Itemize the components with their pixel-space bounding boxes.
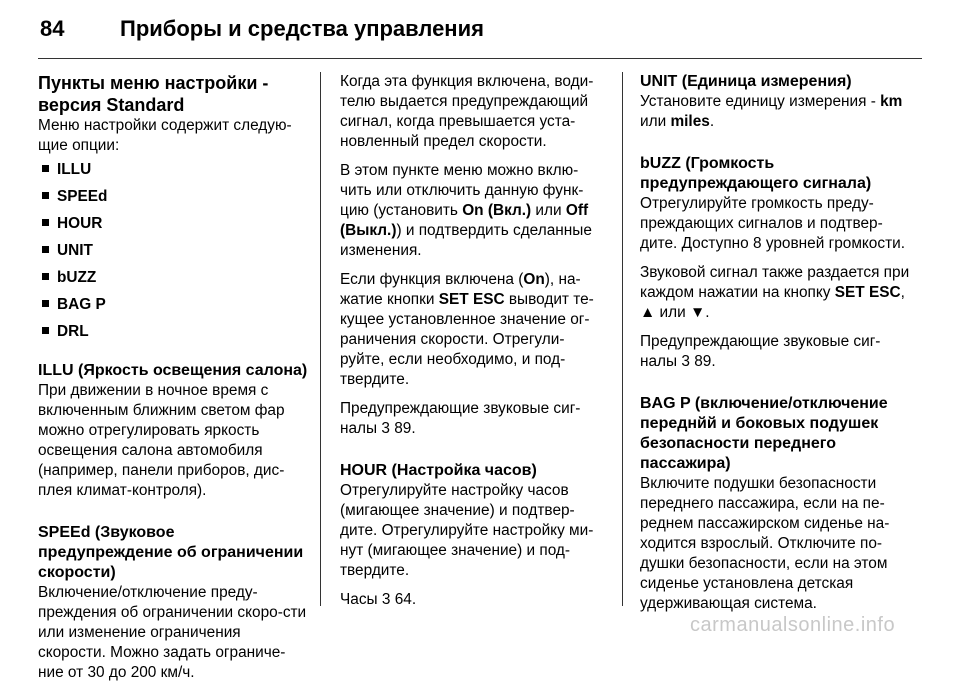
buzz-title: bUZZ (Громкость <box>640 155 775 172</box>
bullet-icon <box>42 273 49 280</box>
column-divider <box>622 72 623 606</box>
list-item: ILLU <box>38 160 308 187</box>
reference-icon: 3 <box>381 591 391 608</box>
paragraph: В этом пункте меню можно вклю-чить или отключить данную функ-цию (установить On (Вкл.) или Off (Выкл.)) и подтвердить сделанные изменения. <box>340 162 592 259</box>
illu-title: ILLU (Яркость освещения салона) <box>38 362 308 379</box>
options-list <box>38 160 308 349</box>
hour-title: HOUR (Настройка часов) <box>340 462 537 479</box>
paragraph: Предупреждающие звуковые сиг-налы 3 89. <box>640 333 881 370</box>
column-divider <box>320 72 321 606</box>
list-item: HOUR <box>38 214 308 241</box>
page-header <box>28 16 932 46</box>
page-title: Приборы и средства управления <box>120 16 484 41</box>
section-title: Пункты меню настройки - <box>38 73 269 93</box>
watermark: carmanualsonline.info <box>690 614 896 636</box>
illu-text: При движении в ночное время с включенным ближним светом фар можно отрегулировать яркость освещения салона автомобиля (например, панели приборов, дис-плея климат-контроля). <box>38 382 285 499</box>
speed-text: Включение/отключение преду-преждения об ограничении скоро-сти или изменение ограничения скорости. Можно задать ограниче-ние от 30 до 200 км/ч. <box>38 584 307 681</box>
hour-text: Отрегулируйте настройку часов (мигающее значение) и подтвер-дите. Отрегулируйте настройку ми-нут (мигающее значение) и под-твердите. <box>340 482 594 579</box>
reference-icon: 3 <box>381 420 390 437</box>
bullet-icon <box>42 327 49 334</box>
section-title: версия Standard <box>38 95 185 115</box>
bullet-icon <box>42 192 49 199</box>
list-item: BAG P <box>38 295 308 322</box>
buzz-title: предупреждающего сигнала) <box>640 175 872 192</box>
reference-icon: 3 <box>681 353 690 370</box>
speed-title: SPEEd (Звуковое предупреждение об ограничении скорости) <box>38 524 304 581</box>
paragraph: Если функция включена (On), на-жатие кнопки SET ESC выводит те-кущее установленное значение ог-раничения скорости. Отрегули-руйте, если необходимо, и под-твердите. <box>340 271 594 388</box>
paragraph: Часы 3 64. <box>340 591 417 608</box>
intro-text: Меню настройки содержит следую-щие опции: <box>38 117 292 154</box>
column-1 <box>38 72 308 692</box>
list-item: SPEEd <box>38 187 308 214</box>
list-item: DRL <box>38 322 308 349</box>
bag-text: Включите подушки безопасности переднего пассажира, если на пе-реднем пассажирском сиденье на-ходится взрослый. Отключите по-душки безопасности, если на этом сиденье установлена детская удерживающая система. <box>640 475 890 612</box>
page-number: 84 <box>40 16 65 41</box>
paragraph: Звуковой сигнал также раздается при каждом нажатии на кнопку SET ESC, ▲ или ▼. <box>640 264 910 321</box>
paragraph: Предупреждающие звуковые сиг-налы 3 89. <box>340 400 581 437</box>
bag-title: BAG P (включение/отключение переднйй и боковых подушек безопасности переднего пассажира) <box>640 395 888 472</box>
paragraph: Когда эта функция включена, води-телю выдается предупреждающий сигнал, когда превышается уста-новленный предел скорости. <box>340 73 594 150</box>
bullet-icon <box>42 165 49 172</box>
header-rule <box>38 58 922 59</box>
column-2 <box>340 72 608 619</box>
bullet-icon <box>42 300 49 307</box>
column-3 <box>640 72 910 623</box>
unit-title: UNIT (Единица измерения) <box>640 73 852 90</box>
list-item: bUZZ <box>38 268 308 295</box>
buzz-text: Отрегулируйте громкость преду-преждающих сигналов и подтвер-дите. Доступно 8 уровней громкости. <box>640 195 905 252</box>
unit-text: Установите единицу измерения - km или miles. <box>640 93 903 130</box>
bullet-icon <box>42 246 49 253</box>
list-item: UNIT <box>38 241 308 268</box>
bullet-icon <box>42 219 49 226</box>
